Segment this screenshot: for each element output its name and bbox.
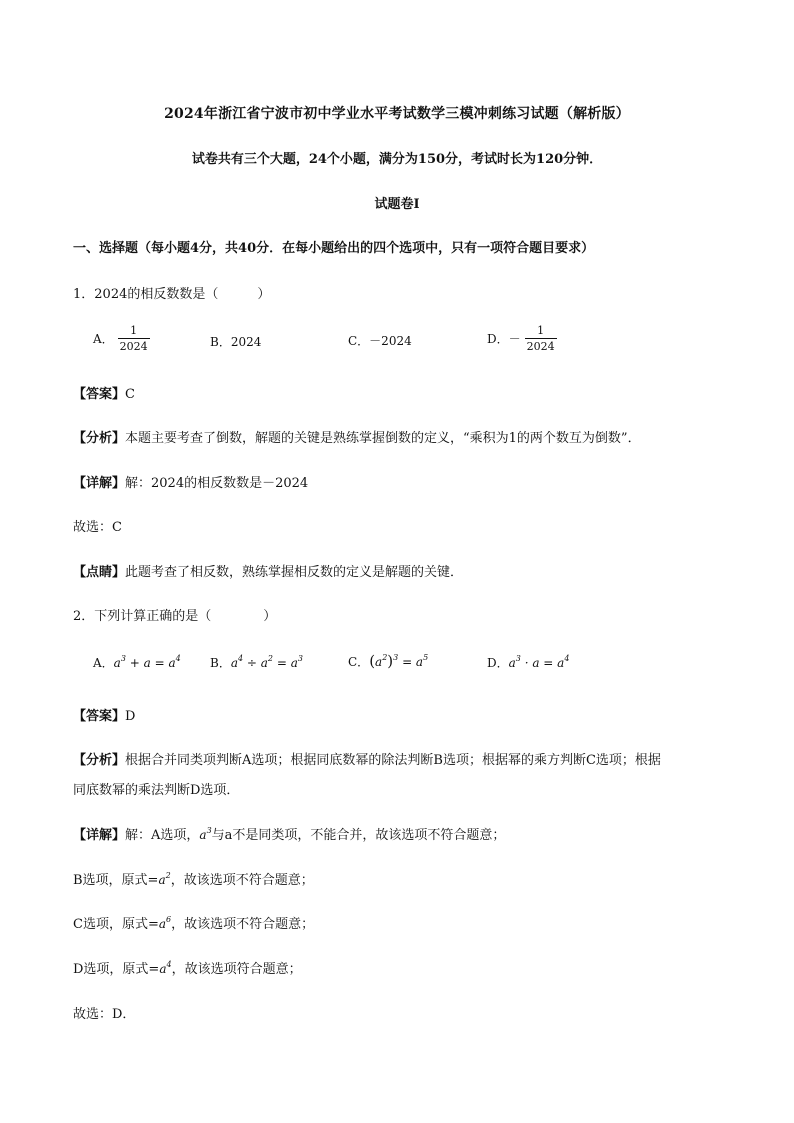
q1-option-b: B．2024 — [210, 335, 262, 349]
q1-option-c: C．－2024 — [348, 334, 412, 348]
q1-detail — [73, 472, 308, 491]
q1-analysis — [73, 427, 641, 446]
q2-detail-b — [73, 869, 314, 888]
analysis-tag: 【分析】 — [73, 753, 126, 768]
denominator: 2024 — [526, 340, 555, 353]
detail-tag: 【详解】 — [73, 828, 126, 843]
exam-instructions: 试卷共有三个大题，24个小题，满分为150分，考试时长为120分钟． — [191, 152, 603, 167]
formula: $a^3$ — [199, 826, 212, 842]
section-heading: 一、选择题（每小题4分，共40分．在每小题给出的四个选项中，只有一项符合题目要求） — [73, 241, 595, 256]
answer-value: D — [125, 709, 136, 724]
numerator: 1 — [537, 324, 545, 337]
fraction — [525, 324, 557, 353]
q1-comment — [73, 561, 463, 580]
formula: $a^4 \div a^2 = a^3$ — [230, 653, 303, 670]
volume-heading: 试题卷I — [374, 197, 420, 212]
detail-text: ，故该选项不符合题意； — [171, 917, 315, 932]
question-2-stem: 2．下列计算正确的是（ ） — [73, 609, 277, 624]
q2-detail-a — [73, 824, 505, 843]
document-title: 2024年浙江省宁波市初中学业水平考试数学三模冲刺练习试题（解析版） — [164, 106, 630, 122]
detail-text: D选项，原式= — [73, 962, 160, 977]
detail-text: 解：A选项， — [125, 828, 200, 843]
q2-option-c — [348, 652, 428, 670]
comment-text: 此题考查了相反数，熟练掌握相反数的定义是解题的关键． — [125, 565, 464, 580]
detail-text: B选项，原式= — [73, 873, 159, 888]
formula: $(a^2)^3 = a^5$ — [369, 652, 429, 670]
formula: $a^4$ — [159, 960, 172, 976]
detail-text: 解：2024的相反数数是－2024 — [125, 476, 309, 491]
q2-option-d — [487, 654, 569, 671]
q2-detail-c — [73, 913, 314, 932]
formula: $a^3 + a = a^4$ — [113, 653, 181, 670]
answer-tag: 【答案】 — [73, 709, 126, 724]
option-label: D．－ — [487, 332, 521, 346]
q2-detail-d — [73, 958, 302, 977]
detail-text: 与a不是同类项，不能合并，故该选项不符合题意； — [211, 828, 506, 843]
q1-option-a — [93, 324, 150, 353]
option-label: A． — [93, 656, 114, 670]
q2-analysis-line1 — [73, 749, 661, 768]
formula: $a^3 \cdot a = a^4$ — [508, 653, 570, 670]
detail-text: C选项，原式= — [73, 917, 159, 932]
analysis-tag: 【分析】 — [73, 431, 126, 446]
formula: $a^6$ — [158, 915, 172, 931]
analysis-text: 根据合并同类项判断A选项；根据同底数幂的除法判断B选项；根据幂的乘方判断C选项；根据 — [125, 753, 661, 768]
option-label: D． — [487, 656, 509, 670]
denominator: 2024 — [119, 340, 148, 353]
comment-tag: 【点睛】 — [73, 565, 126, 580]
fraction — [118, 324, 150, 353]
answer-value: C — [125, 387, 135, 402]
question-1-stem: 1．2024的相反数数是（ ） — [73, 287, 271, 302]
q2-analysis-line2: 同底数幂的乘法判断D选项． — [73, 783, 240, 798]
q2-answer — [73, 705, 135, 724]
option-label: A． — [93, 332, 114, 346]
detail-tag: 【详解】 — [73, 476, 126, 491]
q2-choose: 故选：D． — [73, 1007, 136, 1022]
q1-option-d — [487, 324, 557, 353]
numerator: 1 — [130, 324, 138, 337]
q1-choose: 故选：C — [73, 520, 122, 535]
option-label: C． — [348, 654, 370, 669]
answer-tag: 【答案】 — [73, 387, 126, 402]
option-label: B． — [210, 656, 231, 670]
detail-text: ，故该选项符合题意； — [171, 962, 302, 977]
formula: $a^2$ — [158, 871, 171, 887]
analysis-text: 本题主要考查了倒数，解题的关键是熟练掌握倒数的定义，“乘积为1的两个数互为倒数”． — [125, 431, 641, 446]
q1-answer — [73, 383, 135, 402]
q2-option-a — [93, 654, 181, 671]
detail-text: ，故该选项不符合题意； — [170, 873, 314, 888]
q2-option-b — [210, 654, 303, 671]
